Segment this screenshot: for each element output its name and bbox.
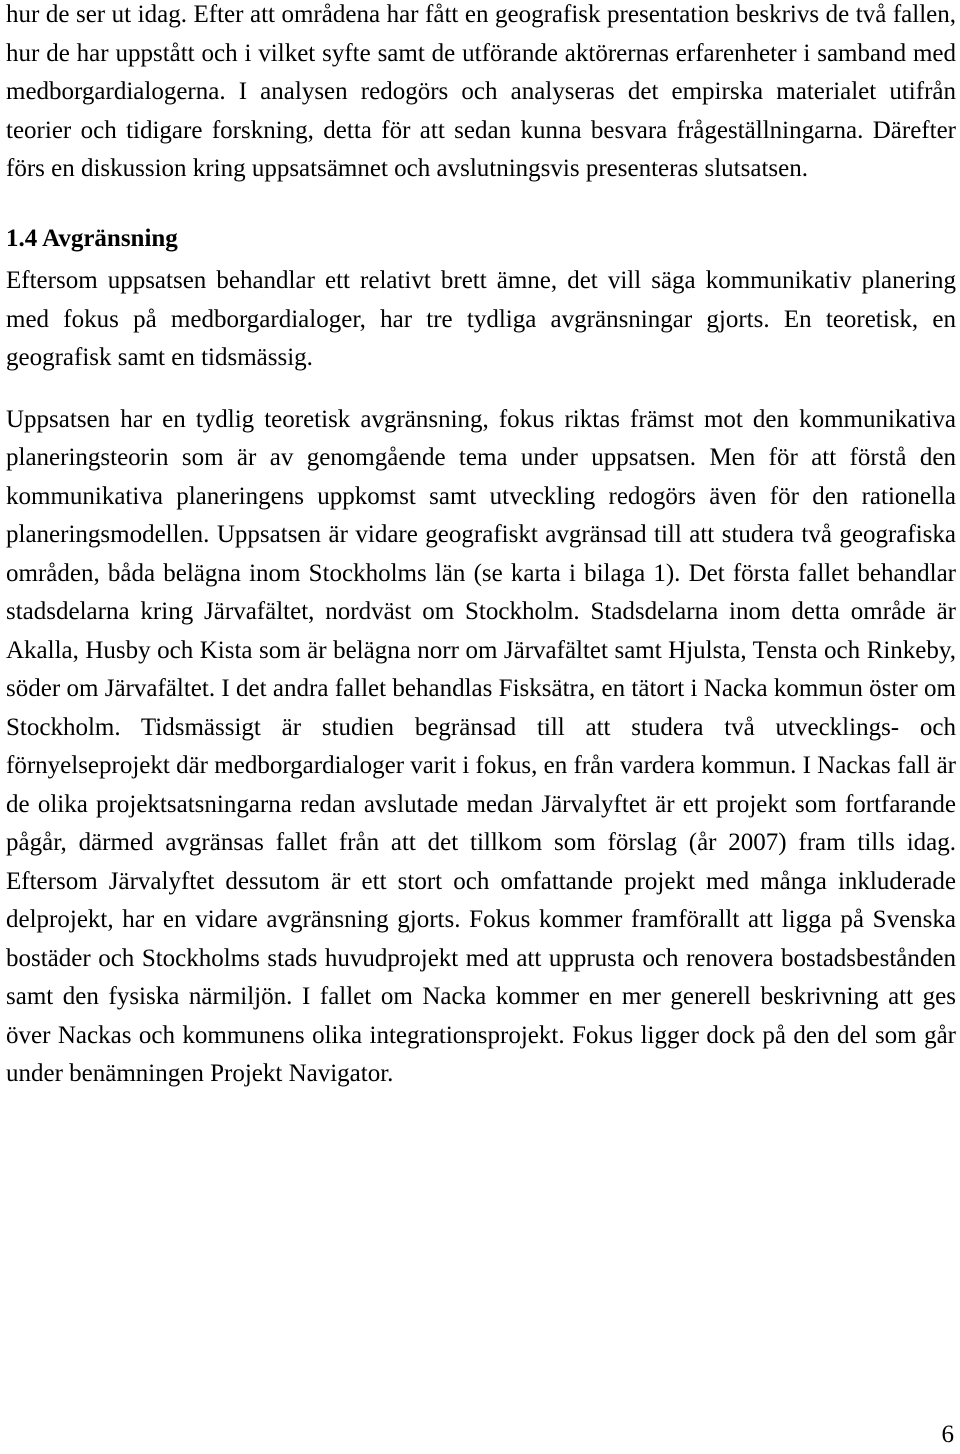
section-paragraph-1: Eftersom uppsatsen behandlar ett relativt brett ämne, det vill säga kommunikativ planering med fokus på medborgardialoger, har tre tydliga avgränsningar gjorts. En teoretisk, en geografisk samt en tidsmässig. — [6, 267, 956, 371]
section-paragraph-2: Uppsatsen har en tydlig teoretisk avgränsning, fokus riktas främst mot den kommunikativa planeringsteorin som är av genomgående tema under uppsatsen. Men för att förstå den kommunikativa planeringens uppkomst samt utveckling redogörs även för den rationella planeringsmodellen. Uppsatsen är vidare geografiskt avgränsad till att studera två geografiska områden, båda belägna inom Stockholms län (se karta i bilaga 1). Det första fallet behandlar stadsdelarna kring Järvafältet, nordväst om Stockholm. Stadsdelarna inom detta område är Akalla, Husby och Kista som är belägna norr om Järvafältet samt Hjulsta, Tensta och Rinkeby, söder om Järvafältet. I det andra fallet behandlas Fisksätra, en tätort i Nacka kommun öster om Stockholm. Tidsmässigt är studien begränsad till att studera två utvecklings- och förnyelseprojekt där medborgardialoger varit i fokus, en från vardera kommun. I Nackas fall är de olika projektsatsningarna redan avslutade medan Järvalyftet är ett projekt som fortfarande pågår, därmed avgränsas fallet från att det tillkom som förslag (år 2007) fram tills idag. Eftersom Järvalyftet dessutom är ett stort och omfattande projekt med många inkluderade delprojekt, har en vidare avgränsning gjorts. Fokus kommer framförallt att ligga på Svenska bostäder och Stockholms stads huvudprojekt med att upprusta och renovera bostadsbestånden samt den fysiska närmiljön. I fallet om Nacka kommer en mer generell beskrivning att ges över Nackas och kommunens olika integrationsprojekt. Fokus ligger dock på den del som går under benämningen Projekt Navigator. — [6, 405, 956, 1087]
page-number: 6 — [941, 1421, 954, 1448]
page-content — [6, 0, 956, 1094]
intro-paragraph: hur de ser ut idag. Efter att områdena har fått en geografisk presentation beskrivs de två fallen, hur de har uppstått och i vilket syfte samt de utförande aktörernas erfarenheter i samband med medborgardialogerna. I analysen redogörs och analyseras det empirska materialet utifrån teorier och tidigare forskning, detta för att sedan kunna besvara frågeställningarna. Därefter förs en diskussion kring uppsatsämnet och avslutningsvis presenteras slutsatsen. — [6, 1, 956, 182]
section-heading: 1.4 Avgränsning — [6, 224, 178, 252]
